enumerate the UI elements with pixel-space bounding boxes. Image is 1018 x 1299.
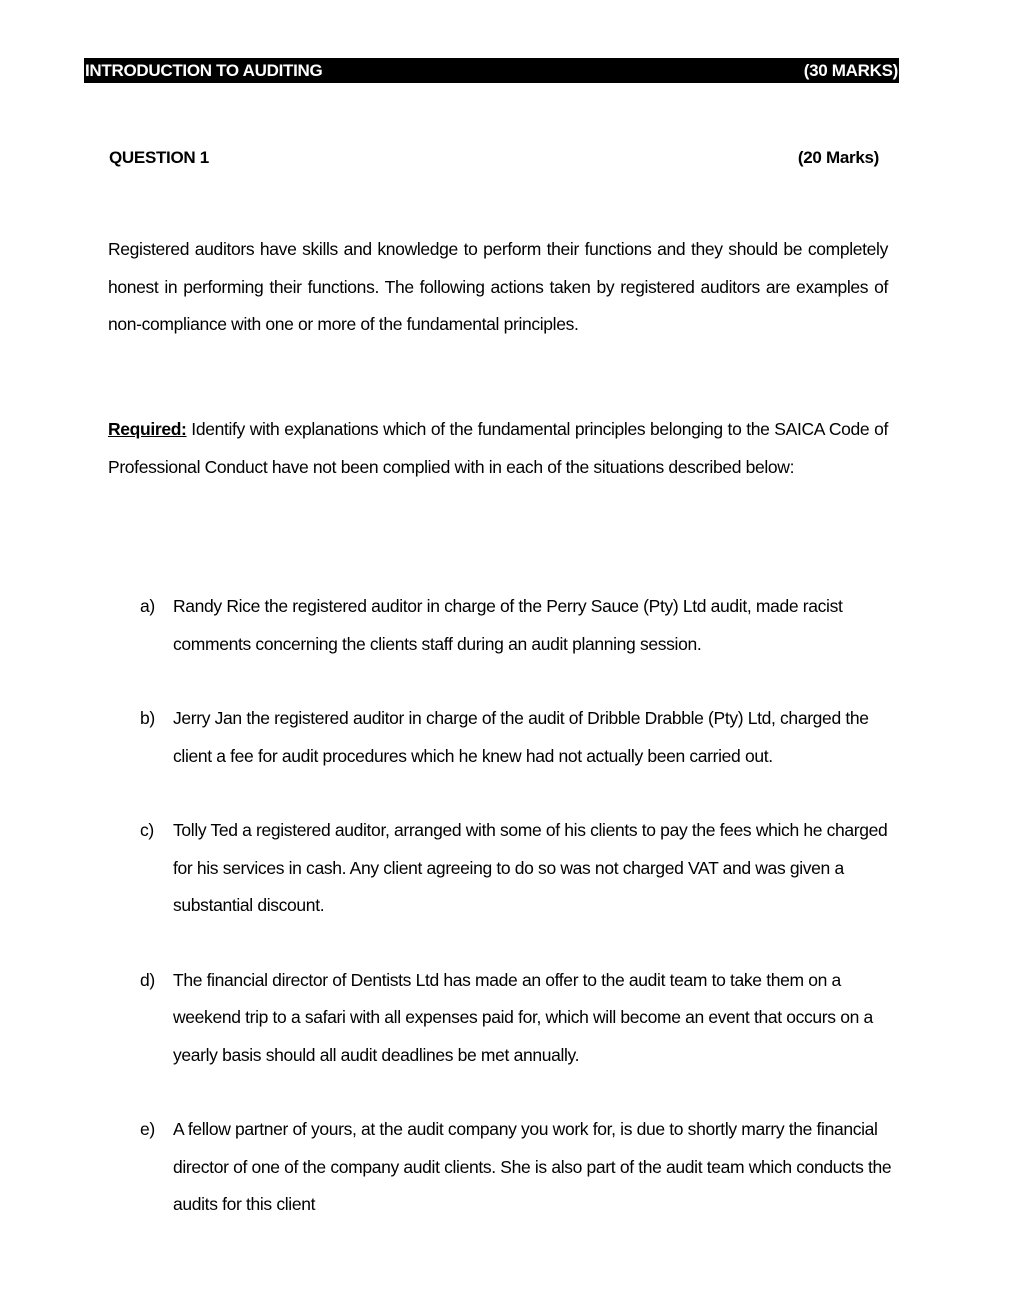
list-item-letter: b) — [140, 708, 155, 728]
required-text: Identify with explanations which of the fundamental principles belonging to the SAICA Code of Professional Conduct have not been complied with in each of the situations described below: — [108, 419, 888, 477]
list-item — [108, 962, 903, 1075]
list-item-letter: c) — [140, 820, 154, 840]
list-item-text: The financial director of Dentists Ltd has made an offer to the audit team to take them on a weekend trip to a safari with all expenses paid for, which will become an event that occurs on a yearly basis should all audit deadlines be met annually. — [173, 969, 873, 1065]
list-item — [108, 812, 903, 925]
list-item-text: Randy Rice the registered auditor in charge of the Perry Sauce (Pty) Ltd audit, made racist comments concerning the clients staff during an audit planning session. — [173, 596, 843, 654]
list-item-letter: e) — [140, 1119, 155, 1139]
intro-paragraph: Registered auditors have skills and knowledge to perform their functions and they should be completely honest in performing their functions. The following actions taken by registered auditors are examples of non-compliance with one or more of the fundamental principles. — [108, 239, 888, 334]
question-header — [109, 148, 879, 168]
list-item — [108, 700, 903, 775]
required-paragraph — [108, 411, 888, 486]
list-item-text: Tolly Ted a registered auditor, arranged with some of his clients to pay the fees which he charged for his services in cash. Any client agreeing to do so was not charged VAT and was given a substantial discount. — [173, 820, 888, 915]
section-title: INTRODUCTION TO AUDITING — [85, 61, 323, 80]
list-item-text: A fellow partner of yours, at the audit company you work for, is due to shortly marry the financial director of one of the company audit clients. She is also part of the audit team which conducts the audits for this client — [173, 1119, 892, 1214]
list-item — [108, 1111, 903, 1224]
list-item-text: Jerry Jan the registered auditor in charge of the audit of Dribble Drabble (Pty) Ltd, charged the client a fee for audit procedures which he knew had not actually been carried out. — [173, 708, 869, 766]
section-header-banner — [84, 58, 899, 83]
required-label: Required: — [108, 419, 187, 439]
list-item-letter: a) — [140, 596, 155, 616]
list-item-letter: d) — [140, 969, 155, 990]
question-marks: (20 Marks) — [797, 148, 879, 167]
situation-list — [108, 588, 903, 1261]
list-item — [108, 588, 903, 663]
question-title: QUESTION 1 — [109, 148, 209, 167]
section-marks: (30 MARKS) — [803, 61, 898, 80]
